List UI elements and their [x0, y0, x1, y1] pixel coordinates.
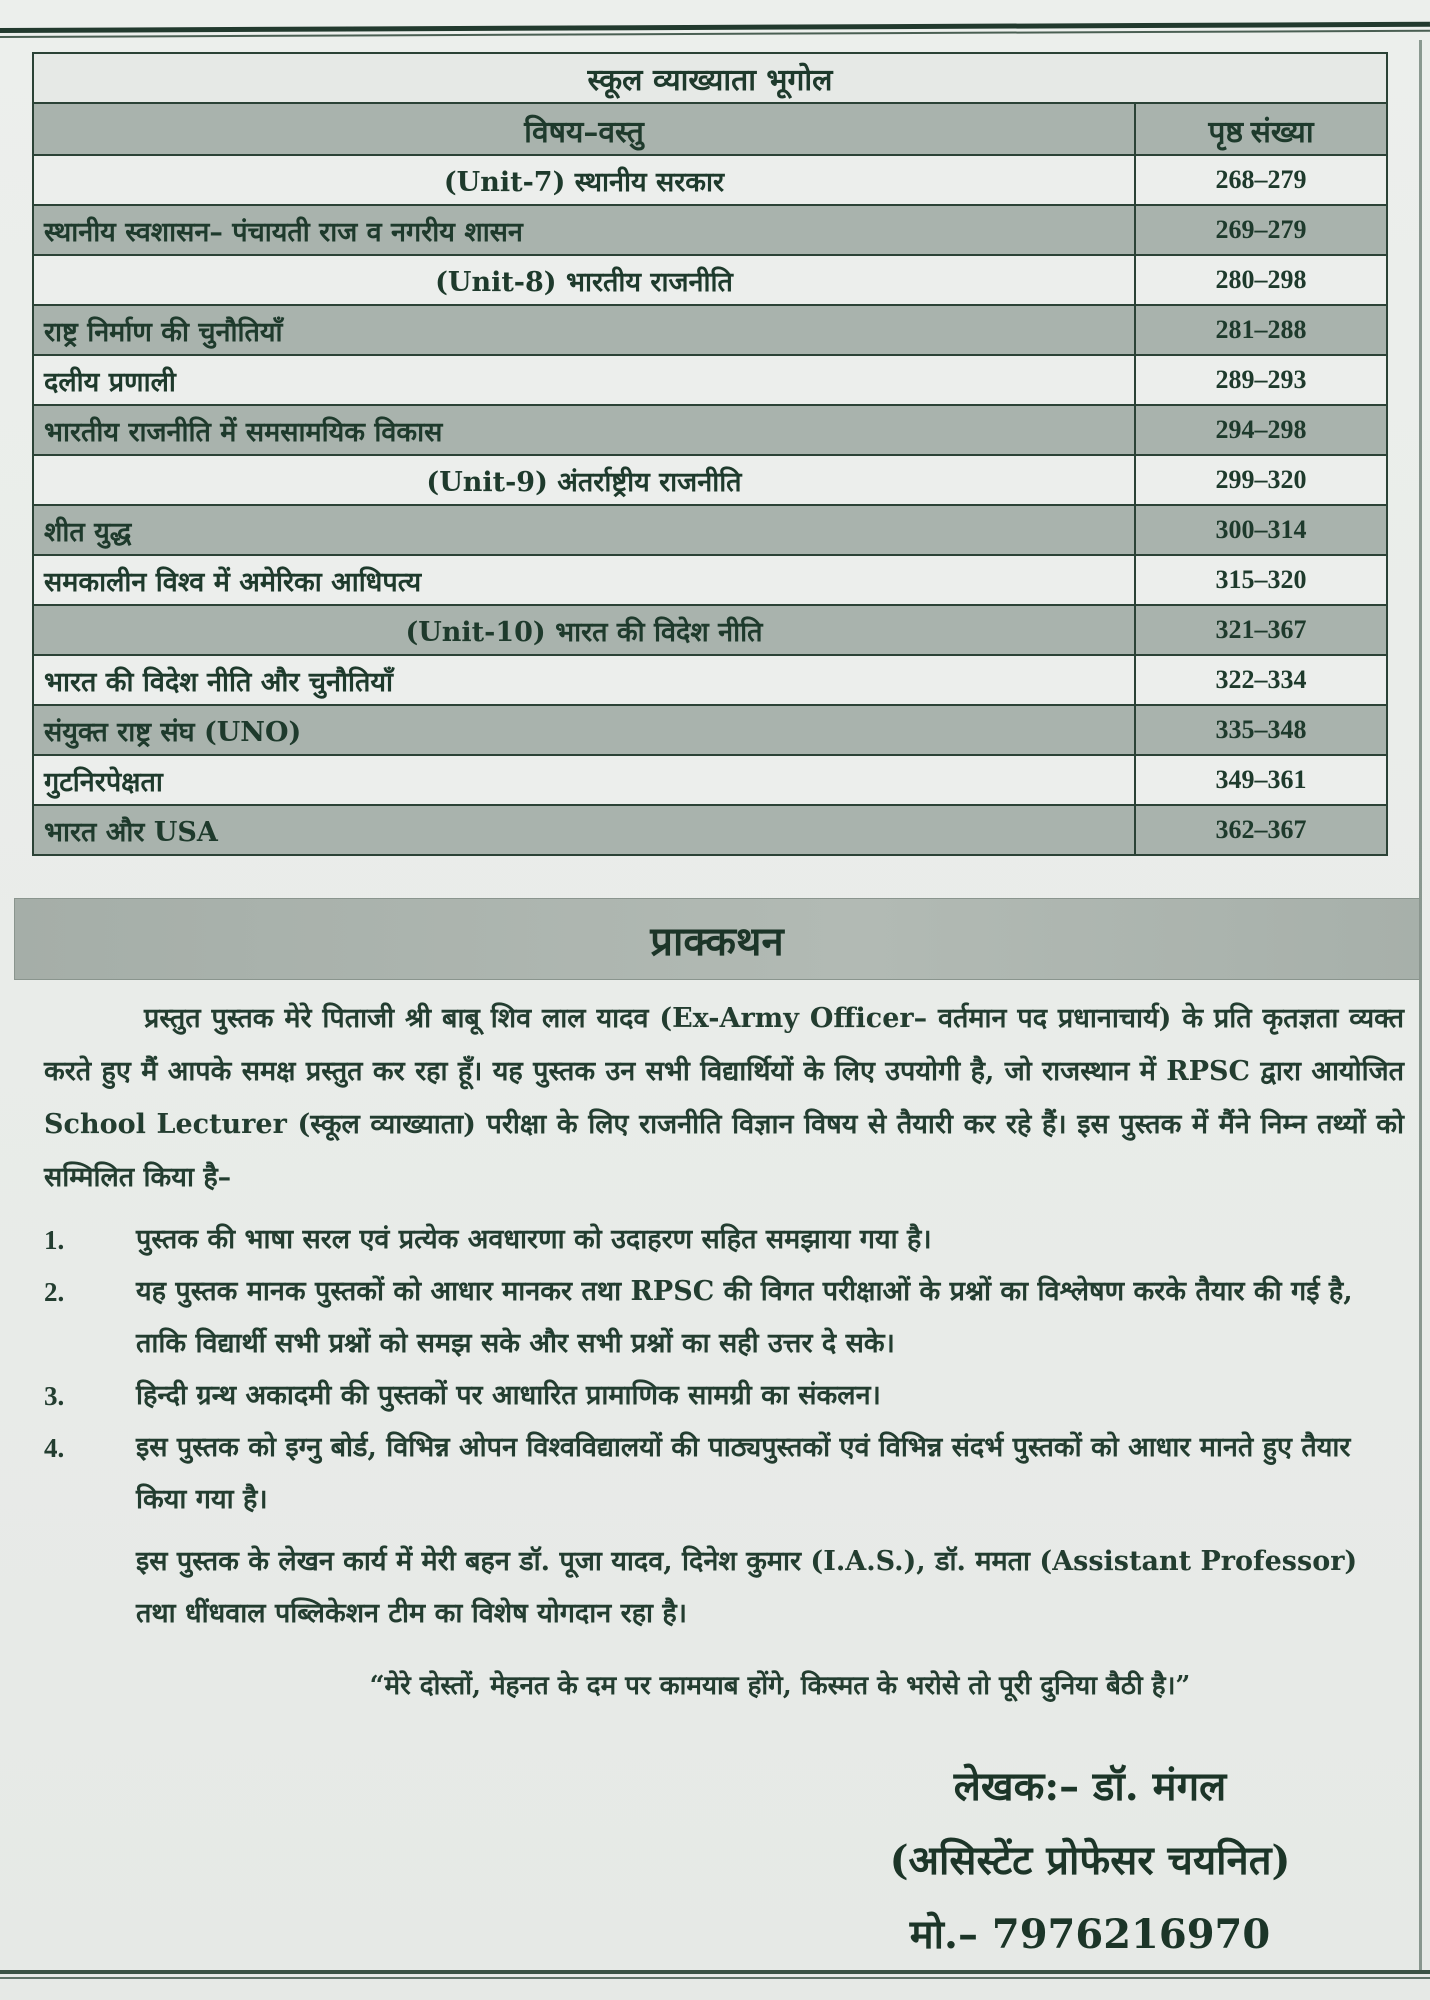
contents-row: [34, 306, 1386, 356]
author-signature: [810, 1750, 1370, 1972]
motivational-quote: “मेरे दोस्तों, मेहनत के दम पर कामयाब होंगे, किस्मत के भरोसे तो पूरी दुनिया बैठी है।”: [369, 1671, 1191, 1701]
contents-page-range: 362–367: [1215, 815, 1307, 844]
subject-column-header: विषय–वस्तु: [34, 104, 1136, 156]
author-phone: मो.– 7976216970: [909, 1911, 1271, 1958]
contents-header-row: [34, 104, 1386, 156]
acknowledgement-paragraph: इस पुस्तक के लेखन कार्य में मेरी बहन डॉ. पूजा यादव, दिनेश कुमार (I.A.S.), डॉ. ममता (Assistant Professor) तथा धींधवाल पब्लिकेशन टीम का विशेष योगदान रहा है।: [136, 1546, 1358, 1629]
contents-page-range: 299–320: [1215, 465, 1307, 494]
contents-topic: (Unit-8) भारतीय राजनीति: [34, 256, 1136, 304]
contents-topic: स्थानीय स्वशासन– पंचायती राज व नगरीय शासन: [34, 206, 1136, 254]
right-border-rule: [1419, 40, 1422, 1970]
pages-column-header: पृष्ठ संख्या: [1208, 115, 1314, 149]
contents-topic: भारतीय राजनीति में समसामयिक विकास: [34, 406, 1136, 454]
point-number: 2.: [44, 1277, 65, 1307]
contents-topic: दलीय प्रणाली: [34, 356, 1136, 404]
contents-table: [32, 52, 1388, 856]
contents-row: [34, 156, 1386, 206]
contents-row: [34, 556, 1386, 606]
contents-topic: गुटनिरपेक्षता: [34, 756, 1136, 804]
contents-topic: भारत और USA: [34, 806, 1136, 854]
author-name: लेखक:– डॉ. मंगल: [953, 1763, 1227, 1810]
contents-topic: राष्ट्र निर्माण की चुनौतियाँ: [34, 306, 1136, 354]
contents-page-range: 294–298: [1215, 415, 1307, 444]
contents-page-range: 269–279: [1215, 215, 1307, 244]
preface-point: [44, 1422, 1404, 1526]
contents-page-range: 281–288: [1215, 315, 1307, 344]
contents-topic: (Unit-7) स्थानीय सरकार: [34, 156, 1136, 204]
preface-point: [44, 1214, 1404, 1266]
point-number: 3.: [44, 1381, 65, 1411]
preface-point: [44, 1370, 1404, 1422]
contents-row: [34, 256, 1386, 306]
contents-row: [34, 406, 1386, 456]
contents-page-range: 349–361: [1215, 765, 1307, 794]
contents-topic: संयुक्त राष्ट्र संघ (UNO): [34, 706, 1136, 754]
point-text: यह पुस्तक मानक पुस्तकों को आधार मानकर तथा RPSC की विगत परीक्षाओं के प्रश्नों का विश्लेषण करके तैयार की गई है, ताकि विद्यार्थी सभी प्रश्नों को समझ सके और सभी प्रश्नों का सही उत्तर दे सके।: [136, 1276, 1353, 1359]
contents-topic: (Unit-9) अंतर्राष्ट्रीय राजनीति: [34, 456, 1136, 504]
contents-page-range: 268–279: [1215, 165, 1307, 194]
author-designation: (असिस्टेंट प्रोफेसर चयनित): [889, 1837, 1291, 1884]
point-text: हिन्दी ग्रन्थ अकादमी की पुस्तकों पर आधारित प्रामाणिक सामग्री का संकलन।: [136, 1380, 881, 1411]
contents-row: [34, 206, 1386, 256]
contents-row: [34, 456, 1386, 506]
preface-point: [44, 1266, 1404, 1370]
contents-page-range: 322–334: [1215, 665, 1307, 694]
contents-row: [34, 656, 1386, 706]
contents-topic: समकालीन विश्व में अमेरिका आधिपत्य: [34, 556, 1136, 604]
preface-body: [44, 992, 1404, 1640]
contents-topic: शीत युद्ध: [34, 506, 1136, 554]
contents-page-range: 289–293: [1215, 365, 1307, 394]
contents-page-range: 315–320: [1215, 565, 1307, 594]
preface-heading: प्राक्कथन: [14, 898, 1420, 980]
contents-row: [34, 506, 1386, 556]
contents-topic: भारत की विदेश नीति और चुनौतियाँ: [34, 656, 1136, 704]
point-text: पुस्तक की भाषा सरल एवं प्रत्येक अवधारणा को उदाहरण सहित समझाया गया है।: [136, 1224, 932, 1255]
contents-row: [34, 356, 1386, 406]
contents-page-range: 335–348: [1215, 715, 1307, 744]
point-number: 4.: [44, 1433, 65, 1463]
contents-page-range: 280–298: [1215, 265, 1307, 294]
contents-title: स्कूल व्याख्याता भूगोल: [34, 54, 1386, 104]
contents-page-range: 321–367: [1215, 615, 1307, 644]
contents-row: [34, 806, 1386, 854]
contents-row: [34, 606, 1386, 656]
bottom-border-rule: [0, 1968, 1430, 1982]
contents-row: [34, 706, 1386, 756]
point-number: 1.: [44, 1225, 65, 1255]
contents-row: [34, 756, 1386, 806]
contents-topic: (Unit-10) भारत की विदेश नीति: [34, 606, 1136, 654]
contents-page-range: 300–314: [1215, 515, 1307, 544]
preface-intro-paragraph: प्रस्तुत पुस्तक मेरे पिताजी श्री बाबू शिव लाल यादव (Ex-Army Officer– वर्तमान पद प्रधानाचार्य) के प्रति कृतज्ञता व्यक्त करते हुए मैं आपके समक्ष प्रस्तुत कर रहा हूँ। यह पुस्तक उन सभी विद्यार्थियों के लिए उपयोगी है, जो राजस्थान में RPSC द्वारा आयोजित School Lecturer (स्कूल व्याख्याता) परीक्षा के लिए राजनीति विज्ञान विषय से तैयारी कर रहे हैं। इस पुस्तक में मैंने निम्न तथ्यों को सम्मिलित किया है–: [44, 1003, 1404, 1193]
point-text: इस पुस्तक को इग्नु बोर्ड, विभिन्न ओपन विश्वविद्यालयों की पाठ्यपुस्तकों एवं विभिन्न संदर्भ पुस्तकों को आधार मानते हुए तैयार किया गया है।: [136, 1432, 1351, 1515]
preface-points-list: [44, 1214, 1404, 1526]
top-border-rule: [0, 26, 1430, 40]
